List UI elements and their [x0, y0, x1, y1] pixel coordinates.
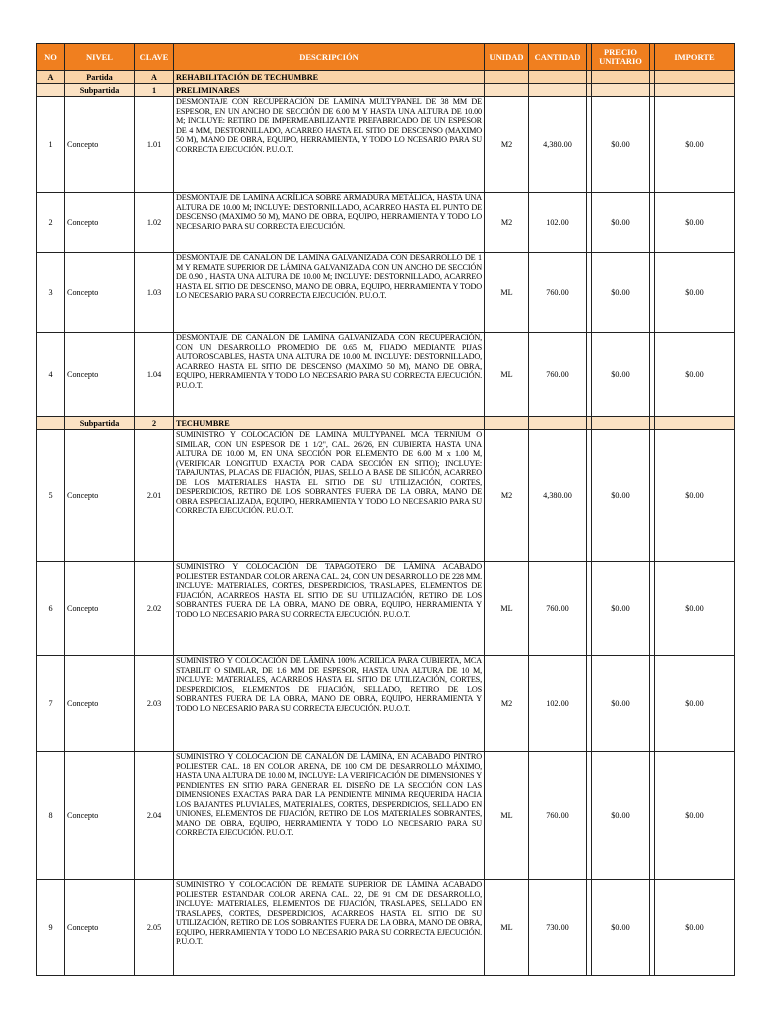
budget-table: [36, 43, 735, 976]
row-no: 1: [37, 97, 65, 193]
row-importe: $0.00: [655, 430, 735, 562]
col-header-cantidad: CANTIDAD: [529, 44, 587, 71]
row-clave: 1.02: [135, 193, 174, 253]
row-precio: $0.00: [592, 253, 650, 333]
subpartida-nivel: Subpartida: [65, 84, 135, 97]
row-importe: $0.00: [655, 333, 735, 417]
row-cantidad: 102.00: [529, 656, 587, 752]
row-precio: $0.00: [592, 430, 650, 562]
row-precio: $0.00: [592, 97, 650, 193]
row-no: 5: [37, 430, 65, 562]
row-nivel: Concepto: [65, 193, 135, 253]
subpartida-no: [37, 84, 65, 97]
row-unidad: M2: [485, 97, 529, 193]
row-nivel: Concepto: [65, 752, 135, 880]
row-precio: $0.00: [592, 752, 650, 880]
subpartida-importe: [655, 84, 735, 97]
table-row: [37, 752, 735, 880]
row-cantidad: 760.00: [529, 562, 587, 656]
subpartida-precio: [592, 84, 650, 97]
table-row: [37, 253, 735, 333]
subpartida-cantidad: [529, 84, 587, 97]
partida-precio: [592, 71, 650, 84]
header-row: [37, 44, 735, 71]
row-importe: $0.00: [655, 193, 735, 253]
col-header-descripcion: DESCRIPCIÓN: [174, 44, 485, 71]
subpartida-row: [37, 417, 735, 430]
row-importe: $0.00: [655, 253, 735, 333]
subpartida-clave: 1: [135, 84, 174, 97]
subpartida-row: [37, 84, 735, 97]
row-cantidad: 760.00: [529, 752, 587, 880]
row-importe: $0.00: [655, 880, 735, 976]
partida-cantidad: [529, 71, 587, 84]
partida-unidad: [485, 71, 529, 84]
subpartida-unidad: [485, 84, 529, 97]
row-importe: $0.00: [655, 656, 735, 752]
row-unidad: M2: [485, 193, 529, 253]
partida-descripcion: REHABILITACIÓN DE TECHUMBRE: [174, 71, 485, 84]
row-descripcion: SUMINISTRO Y COLOCACION DE CANALÓN DE LÁMINA, EN ACABADO PINTRO POLIESTER CAL. 18 EN COLOR ARENA, DE 100 CM DE DESARROLLO MÁXIMO, HASTA UNA ALTURA DE 10.00 M, INCLUYE: LA VERIFICACIÓN DE DIMENSIONES Y PENDIENTES EN SITIO PARA GENERAR EL DISEÑO DE LA SECCIÓN CON LAS DIMENSIONES EXACTAS PARA DAR LA PENDIENTE MINIMA REQUERIDA HACIA LOS BAJANTES PLUVIALES, MATERIALES, CORTES, DESPERDICIOS, SELLADO EN UNIONES, ELEMENTOS DE FIJACIÓN, RETIRO DE LOS MATERIALES SOBRANTES, MANO DE OBRA, EQUIPO, HERRAMIENTA Y TODO LO NECESARIO PARA SU CORRECTA EJECUCIÓN. P.U.O.T.: [174, 752, 485, 880]
row-descripcion: SUMINISTRO Y COLOCACIÓN DE TAPAGOTERO DE LÁMINA ACABADO POLIESTER ESTANDAR COLOR ARENA CAL. 24, CON UN DESARROLLO DE 228 MM. INCLUYE: MATERIALES, CORTES, DESPERDICIOS, TRASLAPES, ELEMENTOS DE FIJACIÓN, ACARREOS HASTA EL SITIO DE SU UTILIZACIÓN, RETIRO DE LOS SOBRANTES FUERA DE LA OBRA, MANO DE OBRA, EQUIPO, HERRAMIENTA Y TODO LO NECESARIO PARA SU CORRECTA EJECUCIÓN. P.U.O.T.: [174, 562, 485, 656]
row-unidad: ML: [485, 880, 529, 976]
col-header-no: NO: [37, 44, 65, 71]
table-row: [37, 880, 735, 976]
row-descripcion: SUMINISTRO Y COLOCACIÓN DE LÁMINA 100% ACRILICA PARA CUBIERTA, MCA STABILIT O SIMILAR, DE 1.6 MM DE ESPESOR, HASTA UNA ALTURA DE 10 M, INCLUYE: MATERIALES, ACARREOS HASTA EL SITIO DE UTILIZACIÓN, CORTES, DESPERDICIOS, ELEMENTOS DE FIJACIÓN, SELLADO, RETIRO DE LOS SOBRANTES FUERA DE LA OBRA, MANO DE OBRA, EQUIPO, HERRAMIENTA Y TODO LO NECESARIO PARA SU CORRECTA EJECUCIÓN. P.U.O.T.: [174, 656, 485, 752]
row-clave: 1.01: [135, 97, 174, 193]
row-clave: 1.04: [135, 333, 174, 417]
subpartida-cantidad: [529, 417, 587, 430]
row-no: 2: [37, 193, 65, 253]
row-cantidad: 4,380.00: [529, 97, 587, 193]
row-descripcion: SUMINISTRO Y COLOCACIÓN DE LAMINA MULTYPANEL MCA TERNIUM O SIMILAR, CON UN ESPESOR DE 1 1/2", CAL. 26/26, EN CUBIERTA HASTA UNA ALTURA DE 10.00 M, EN UNA SECCIÓN POR ELEMENTO DE 6.00 M x 1.00 M, (VERIFICAR LONGITUD EXACTA POR CADA SECCIÓN EN SITIO); INCLUYE: TAPAJUNTAS, PLACAS DE FIJACIÓN, PIJAS, SELLO A BASE DE SILICÓN, ACARREO DE LOS MATERIALES HASTA EL SITIO DE SU UTILIZACIÓN, CORTES, DESPERDICIOS, RETIRO DE LOS SOBRANTES FUERA DE LA OBRA, MANO DE OBRA ESPECIALIZADA, EQUIPO, HERRAMIENTA Y TODO LO NECESARIO PARA SU CORRECTA EJECUCIÓN. P.U.O.T.: [174, 430, 485, 562]
partida-no: A: [37, 71, 65, 84]
row-clave: 2.01: [135, 430, 174, 562]
row-no: 6: [37, 562, 65, 656]
subpartida-precio: [592, 417, 650, 430]
row-cantidad: 102.00: [529, 193, 587, 253]
row-descripcion: DESMONTAJE DE CANALON DE LAMINA GALVANIZADA CON DESARROLLO DE 1 M Y REMATE SUPERIOR DE LÁMINA GALVANIZADA CON UN ANCHO DE SECCIÓN DE 0.90 , HASTA UNA ALTURA DE 10.00 M; INCLUYE: DESTORNILLADO, ACARREO HASTA EL SITIO DE DESCENSO, MANO DE OBRA, EQUIPO, HERRAMIENTA Y TODO LO NECESARIO PARA SU CORRECTA EJECUCIÓN. P.U.O.T.: [174, 253, 485, 333]
row-nivel: Concepto: [65, 97, 135, 193]
row-precio: $0.00: [592, 656, 650, 752]
row-cantidad: 4,380.00: [529, 430, 587, 562]
row-cantidad: 760.00: [529, 333, 587, 417]
subpartida-importe: [655, 417, 735, 430]
partida-nivel: Partida: [65, 71, 135, 84]
row-unidad: ML: [485, 333, 529, 417]
table-row: [37, 430, 735, 562]
col-header-clave: CLAVE: [135, 44, 174, 71]
table-row: [37, 656, 735, 752]
row-no: 8: [37, 752, 65, 880]
partida-row: [37, 71, 735, 84]
row-unidad: ML: [485, 752, 529, 880]
row-clave: 2.05: [135, 880, 174, 976]
row-cantidad: 730.00: [529, 880, 587, 976]
subpartida-nivel: Subpartida: [65, 417, 135, 430]
subpartida-descripcion: PRELIMINARES: [174, 84, 485, 97]
row-no: 7: [37, 656, 65, 752]
row-clave: 2.03: [135, 656, 174, 752]
row-clave: 1.03: [135, 253, 174, 333]
row-descripcion: SUMINISTRO Y COLOCACIÓN DE REMATE SUPERIOR DE LÁMINA ACABADO POLIESTER ESTANDAR COLOR ARENA CAL. 22, DE 91 CM DE DESARROLLO, INCLUYE: MATERIALES, ELEMENTOS DE FIJACIÓN, TRASLAPES, SELLADO EN TRASLAPES, CORTES, DESPERDICIOS, ACARREOS HASTA EL SITIO DE SU UTILIZACIÓN, RETIRO DE LOS SOBRANTES FUERA DE LA OBRA, MANO DE OBRA, EQUIPO, HERRAMIENTA Y TODO LO NECESARIO PARA SU CORRECTA EJECUCIÓN. P.U.O.T.: [174, 880, 485, 976]
row-nivel: Concepto: [65, 430, 135, 562]
row-cantidad: 760.00: [529, 253, 587, 333]
col-header-unidad: UNIDAD: [485, 44, 529, 71]
subpartida-clave: 2: [135, 417, 174, 430]
row-nivel: Concepto: [65, 253, 135, 333]
row-descripcion: DESMONTAJE DE LAMINA ACRÍLICA SOBRE ARMADURA METÁLICA, HASTA UNA ALTURA DE 10.00 M; INCLUYE: DESTORNILLADO, ACARREO HASTA EL PUNTO DE DESCENSO (MAXIMO 50 M), MANO DE OBRA, EQUIPO, HERRAMIENTA Y TODO LO NECESARIO PARA SU CORRECTA EJECUCIÓN.: [174, 193, 485, 253]
row-nivel: Concepto: [65, 880, 135, 976]
row-importe: $0.00: [655, 562, 735, 656]
row-precio: $0.00: [592, 562, 650, 656]
row-no: 4: [37, 333, 65, 417]
row-precio: $0.00: [592, 880, 650, 976]
row-unidad: M2: [485, 430, 529, 562]
row-importe: $0.00: [655, 97, 735, 193]
subpartida-descripcion: TECHUMBRE: [174, 417, 485, 430]
row-nivel: Concepto: [65, 562, 135, 656]
partida-clave: A: [135, 71, 174, 84]
col-header-precio: PRECIO UNITARIO: [592, 44, 650, 71]
row-clave: 2.02: [135, 562, 174, 656]
table-row: [37, 97, 735, 193]
row-no: 3: [37, 253, 65, 333]
row-nivel: Concepto: [65, 656, 135, 752]
table-row: [37, 333, 735, 417]
row-clave: 2.04: [135, 752, 174, 880]
partida-importe: [655, 71, 735, 84]
row-descripcion: DESMONTAJE CON RECUPERACIÓN DE LAMINA MULTYPANEL DE 38 MM DE ESPESOR, EN UN ANCHO DE SECCIÓN DE 6.00 M Y HASTA UNA ALTURA DE 10.00 M; INCLUYE: RETIRO DE IMPERMEABILIZANTE PREFABRICADO DE UN ESPESOR DE 4 MM, DESTORNILLADO, ACARREO HASTA EL SITIO DE DESCENSO (MAXIMO 50 M), MANO DE OBRA, EQUIPO, HERRAMIENTA, Y TODO LO NCESARIO PARA SU CORRECTA EJECUCIÓN. P.U.O.T.: [174, 97, 485, 193]
row-unidad: ML: [485, 253, 529, 333]
row-no: 9: [37, 880, 65, 976]
row-nivel: Concepto: [65, 333, 135, 417]
table-row: [37, 562, 735, 656]
subpartida-no: [37, 417, 65, 430]
row-precio: $0.00: [592, 333, 650, 417]
row-descripcion: DESMONTAJE DE CANALON DE LAMINA GALVANIZADA CON RECUPERACIÓN, CON UN DESARROLLO PROMEDIO DE 0.65 M, FIJADO MEDIANTE PIJAS AUTOROSCABLES, HASTA UNA ALTURA DE 10.00 M. INCLUYE: DESTORNILLADO, ACARREO HASTA EL SITIO DE DESCENSO (MAXIMO 50 M), MANO DE OBRA, EQUIPO, HERRAMIENTA Y TODO LO NECESARIO PARA SU CORRECTA EJECUCIÓN. P.U.O.T.: [174, 333, 485, 417]
col-header-nivel: NIVEL: [65, 44, 135, 71]
col-header-importe: IMPORTE: [655, 44, 735, 71]
row-unidad: ML: [485, 562, 529, 656]
subpartida-unidad: [485, 417, 529, 430]
row-importe: $0.00: [655, 752, 735, 880]
table-row: [37, 193, 735, 253]
row-precio: $0.00: [592, 193, 650, 253]
row-unidad: M2: [485, 656, 529, 752]
